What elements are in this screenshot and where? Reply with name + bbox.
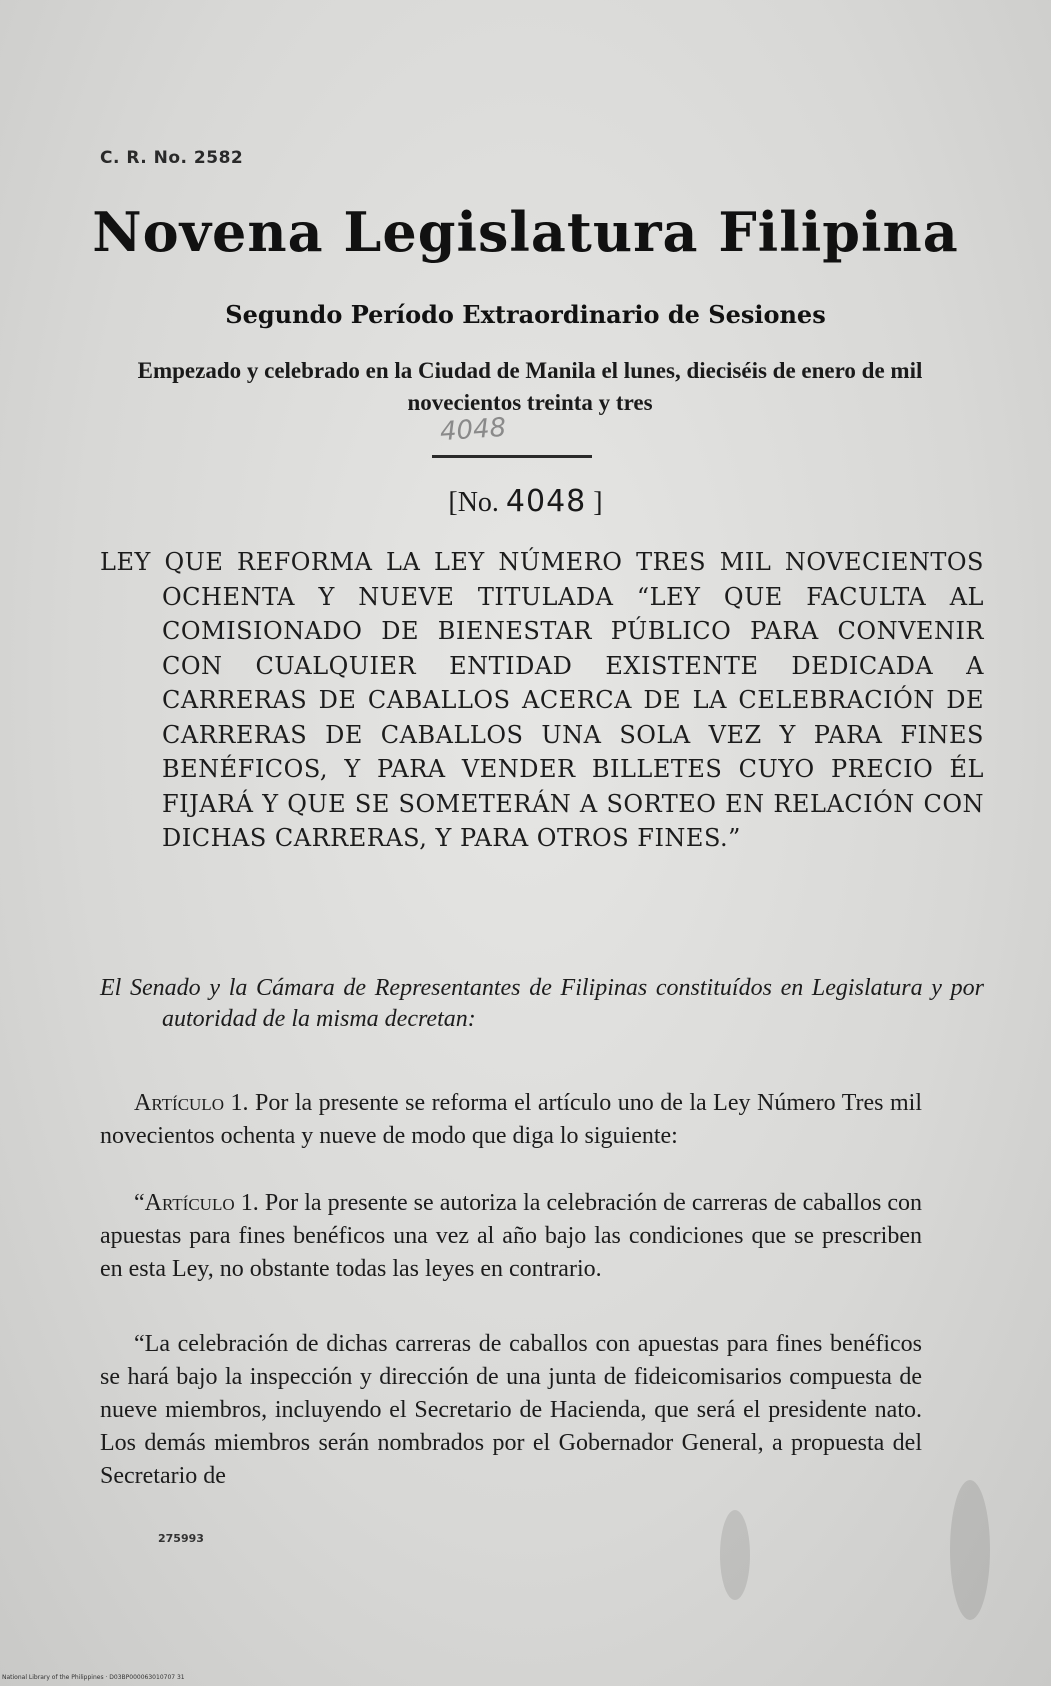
article-paragraph xyxy=(100,1187,922,1286)
article-text: Por la presente se autoriza la celebración de carreras de caballos con apuestas para fines benéficos una vez al año bajo las condiciones que se prescriben en esta Ley, no obstante todas las leyes en contrario. xyxy=(100,1190,923,1282)
handwritten-annotation: 4048 xyxy=(439,412,508,448)
scan-smudge xyxy=(720,1510,750,1600)
scan-credit: National Library of the Philippines · D03BP000063010707 31 xyxy=(2,1674,185,1681)
act-number-prefix: [No. xyxy=(448,487,499,518)
session-start-line: Empezado y celebrado en la Ciudad de Manila el lunes, dieciséis de enero de mil novecientos treinta y tres xyxy=(137,358,923,415)
scan-smudge xyxy=(950,1480,990,1620)
act-number xyxy=(0,484,1051,519)
article-label: “Artículo 1. xyxy=(134,1190,259,1216)
body-paragraph: “La celebración de dichas carreras de caballos con apuestas para fines benéficos se hará bajo la inspección y dirección de una junta de fideicomisarios compuesta de nueve miembros, incluyendo el Secretario de Hacienda, que será el presidente nato. Los demás miembros serán nombrados por el Gobernador General, a propuesta del Secretario de xyxy=(100,1331,922,1489)
act-number-value: 4048 xyxy=(505,484,587,519)
article-text: Por la presente se reforma el artículo uno de la Ley Número Tres mil novecientos ochenta y nueve de modo que diga lo siguiente: xyxy=(100,1090,923,1149)
law-title: LEY QUE REFORMA LA LEY NÚMERO TRES MIL NOVECIENTOS OCHENTA Y NUEVE TITULADA “LEY QUE FACULTA AL COMISIONADO DE BIENESTAR PÚBLICO PARA CONVENIR CON CUALQUIER ENTIDAD EXISTENTE DEDICADA A CARRERAS DE CABALLOS ACERCA DE LA CELEBRACIÓN DE CARRERAS DE CABALLOS UNA SOLA VEZ Y PARA FINES BENÉFICOS, Y PARA VENDER BILLETES CUYO PRECIO ÉL FIJARÁ Y QUE SE SOMETERÁN A SORTEO EN RELACIÓN CON DICHAS CARRERAS, Y PARA OTROS FINES.” xyxy=(100,548,984,852)
session-subtitle: Segundo Período Extraordinario de Sesiones xyxy=(225,300,826,329)
enacting-clause: El Senado y la Cámara de Representantes de Filipinas constituídos en Legislatura y por autoridad de la misma decretan: xyxy=(100,975,984,1032)
footer-number: 275993 xyxy=(158,1532,204,1545)
article-paragraph xyxy=(100,1087,922,1153)
legislature-title: Novena Legislatura Filipina xyxy=(92,200,959,264)
article-label: Artículo 1. xyxy=(134,1090,249,1116)
reference-number: C. R. No. 2582 xyxy=(100,148,244,168)
act-number-suffix: ] xyxy=(593,487,603,518)
divider-rule xyxy=(432,455,592,458)
